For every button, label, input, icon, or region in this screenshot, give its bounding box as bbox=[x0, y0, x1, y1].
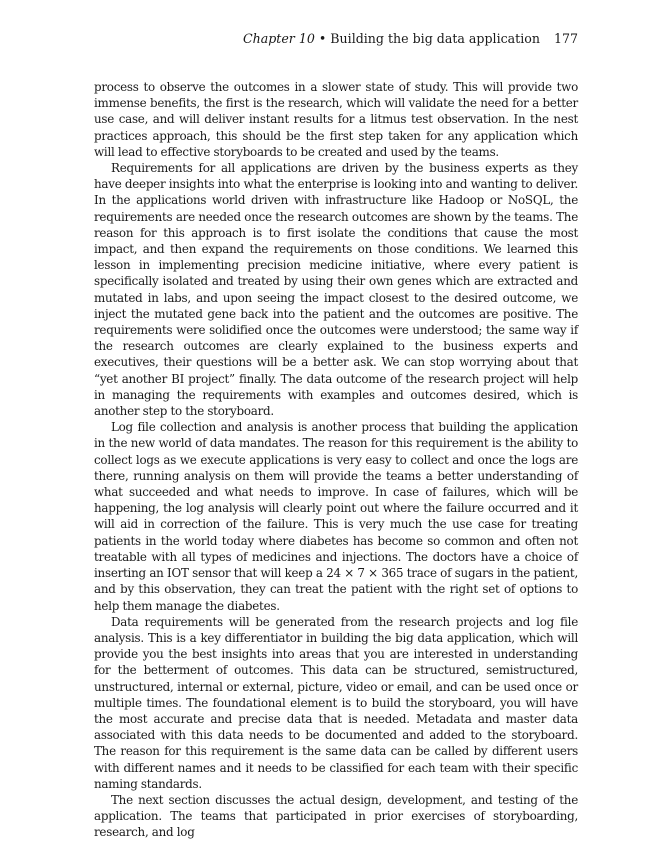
paragraph-next-section: The next section discusses the actual design, development, and testing of the application. The teams that participated in prior exercises of storyboarding, research, and log bbox=[94, 792, 578, 840]
paragraph-log-file: Log file collection and analysis is another process that building the application in the new world of data mandates. The reason for this requirement is the ability to collect logs as we execute applications is very easy to collect and once the logs are there, running analysis on them will provide the teams a better understanding of what succeeded and what needs to improve. In case of failures, which will be happening, the log analysis will clearly point out where the failure occurred and it will aid in correction of the failure. This is very much the use case for treating patients in the world today where diabetes has become so common and often not treatable with all types of medicines and injections. The doctors have a choice of inserting an IOT sensor that will keep a 24 × 7 × 365 trace of sugars in the patient, and by this observation, they can treat the patient with the right set of options to help them manage the diabetes. bbox=[94, 420, 578, 613]
page-number: 177 bbox=[553, 31, 578, 46]
paragraph-requirements: Requirements for all applications are driven by the business experts as they have deeper insights into what the enterprise is looking into and wanting to deliver. In the applications world driven with infrastructure like Hadoop or NoSQL, the requirements are needed once the research outcomes are shown by the teams. The reason for this approach is to first isolate the conditions that cause the most impact, and then expand the requirements on those conditions. We learned this lesson in implementing precision medicine initiative, where every patient is specifically isolated and treated by using their own genes which are extracted and mutated in labs, and upon seeing the impact closest to the desired outcome, we inject the mutated gene back into the patient and the outcomes are positive. The requirements were solidified once the outcomes were understood; the same way if the research outcomes are clearly explained to the business experts and executives, their questions will be a better ask. We can stop worrying about that “yet another BI project” finally. The data outcome of the research project will help in managing the requirements with examples and outcomes desired, which is another step to the storyboard. bbox=[94, 161, 578, 419]
paragraph-continuation: process to observe the outcomes in a slower state of study. This will provide two immense benefits, the first is the research, which will validate the need for a better use case, and will deliver instant results for a litmus test observation. In the nest practices approach, this should be the first step taken for any application which will lead to effective storyboards to be created and used by the teams. bbox=[94, 80, 578, 159]
running-header bbox=[94, 30, 578, 48]
chapter-label: Chapter 10 bbox=[242, 31, 315, 46]
bullet-separator: • bbox=[318, 31, 327, 46]
body-text bbox=[94, 79, 578, 841]
chapter-title: Building the big data application bbox=[330, 31, 540, 46]
paragraph-data-requirements: Data requirements will be generated from the research projects and log file analysis. This is a key differentiator in building the big data application, which will provide you the best insights into areas that you are interested in understanding for the betterment of outcomes. This data can be structured, semistructured, unstructured, internal or external, picture, video or email, and can be used once or multiple times. The foundational element is to build the storyboard, you will have the most accurate and precise data that is needed. Metadata and master data associated with this data needs to be documented and added to the storyboard. The reason for this requirement is the same data can be called by different users with different names and it needs to be classified for each team with their specific naming standards. bbox=[94, 614, 578, 791]
